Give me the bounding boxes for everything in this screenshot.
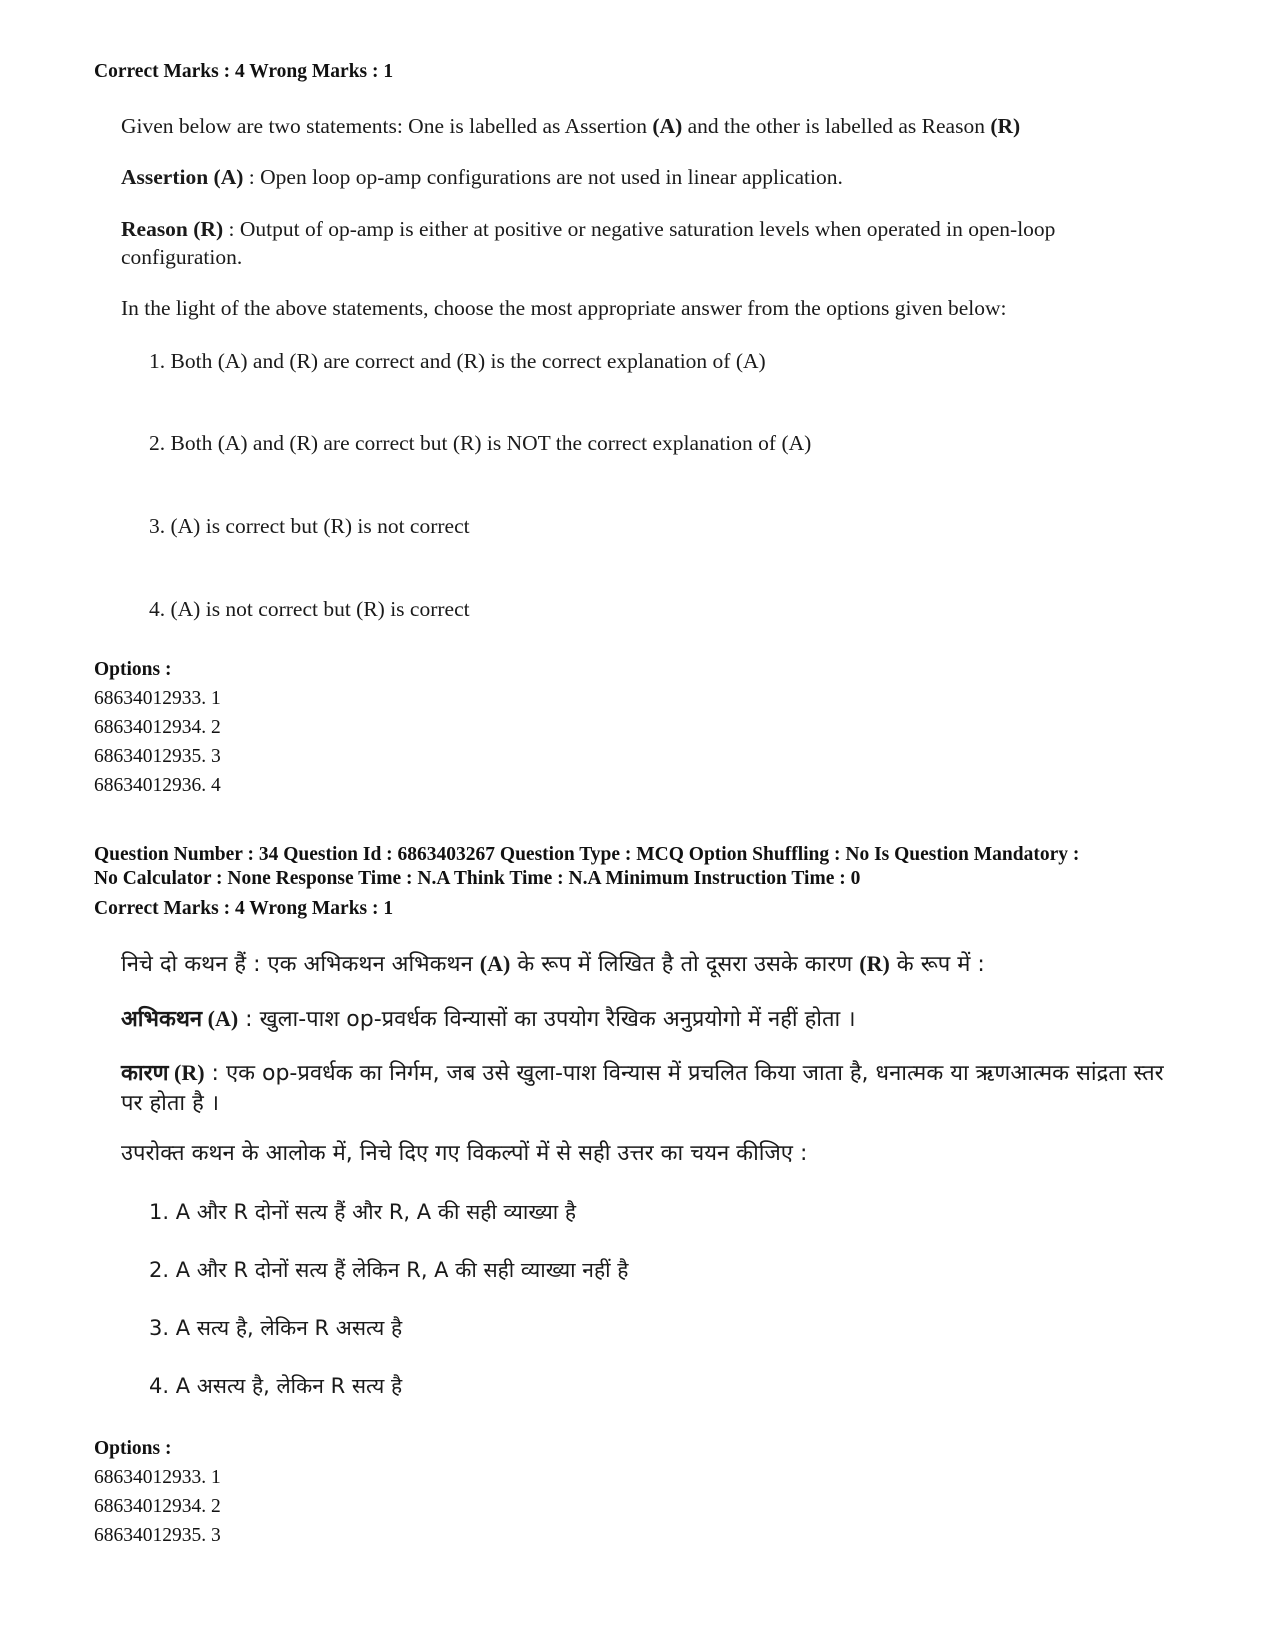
- q2-choice-4: 4. A असत्य है, लेकिन R सत्य है: [149, 1374, 403, 1398]
- q1-reason: [121, 215, 1181, 271]
- q2-intro-text-3: के रूप में :: [889, 952, 985, 977]
- q2-assertion-label: अभिकथन: [121, 1007, 203, 1032]
- q1-option-code-3: 68634012935. 3: [94, 746, 221, 767]
- q2-reason-text: : एक op-प्रवर्धक का निर्गम, जब उसे खुला-पाश विन्यास में प्रचलित किया जाता है, धनात्मक या ऋणआत्मक सांद्रता स्तर पर होता है ।: [121, 1061, 1164, 1116]
- q2-header-line2: No Calculator : None Response Time : N.A Think Time : N.A Minimum Instruction Time : 0: [94, 868, 861, 889]
- q2-marks: Correct Marks : 4 Wrong Marks : 1: [94, 898, 394, 919]
- q1-options-title: Options :: [94, 659, 172, 680]
- q1-choice-4: 4. (A) is not correct but (R) is correct: [149, 597, 470, 621]
- q2-intro-text-1: निचे दो कथन हैं : एक अभिकथन अभिकथन: [121, 952, 480, 977]
- q1-intro-text: Given below are two statements: One is labelled as Assertion: [121, 114, 653, 138]
- q1-marks: Correct Marks : 4 Wrong Marks : 1: [94, 61, 394, 82]
- q2-option-code-3: 68634012935. 3: [94, 1525, 221, 1546]
- q2-reason: [121, 1058, 1181, 1119]
- q1-assertion-text: : Open loop op-amp configurations are not used in linear application.: [243, 165, 843, 189]
- q1-assertion-label: Assertion (A): [121, 165, 244, 189]
- q2-choice-2: 2. A और R दोनों सत्य हैं लेकिन R, A की सही व्याख्या नहीं है: [149, 1258, 629, 1282]
- q1-option-code-1: 68634012933. 1: [94, 688, 221, 709]
- q2-options-title: Options :: [94, 1438, 172, 1459]
- q1-option-code-2: 68634012934. 2: [94, 717, 221, 738]
- q1-intro: [121, 112, 1181, 140]
- q2-instruction: उपरोक्त कथन के आलोक में, निचे दिए गए विकल्पों में से सही उत्तर का चयन कीजिए :: [121, 1141, 808, 1166]
- q1-choice-1: 1. Both (A) and (R) are correct and (R) is the correct explanation of (A): [149, 349, 766, 373]
- q2-choice-1: 1. A और R दोनों सत्य हैं और R, A की सही व्याख्या है: [149, 1200, 577, 1224]
- q2-reason-label: कारण: [121, 1061, 169, 1086]
- q1-choice-3: 3. (A) is correct but (R) is not correct: [149, 514, 470, 538]
- q1-option-code-4: 68634012936. 4: [94, 775, 221, 796]
- q2-intro-text-2: के रूप में लिखित है तो दूसरा उसके कारण: [510, 952, 860, 977]
- q2-assertion: [121, 1005, 1181, 1034]
- q2-reason-r: (R): [168, 1060, 205, 1085]
- q1-reason-text: : Output of op-amp is either at positive or negative saturation levels when operated in open-loop configuration.: [121, 217, 1056, 269]
- q1-instruction: In the light of the above statements, choose the most appropriate answer from the options given below:: [121, 296, 1007, 320]
- q2-header-line1: Question Number : 34 Question Id : 6863403267 Question Type : MCQ Option Shuffling : No Is Question Mandatory :: [94, 844, 1080, 865]
- q1-intro-r: (R): [990, 114, 1021, 138]
- q2-assertion-text: : खुला-पाश op-प्रवर्धक विन्यासों का उपयोग रैखिक अनुप्रयोगो में नहीं होता ।: [238, 1007, 856, 1032]
- q1-intro-mid: and the other is labelled as Reason: [682, 114, 991, 138]
- q1-choice-2: 2. Both (A) and (R) are correct but (R) is NOT the correct explanation of (A): [149, 431, 812, 455]
- q2-intro-a: (A): [479, 951, 511, 976]
- q2-option-code-2: 68634012934. 2: [94, 1496, 221, 1517]
- q1-assertion: [121, 163, 1181, 191]
- q1-reason-label: Reason (R): [121, 217, 224, 241]
- q2-option-code-1: 68634012933. 1: [94, 1467, 221, 1488]
- q2-assertion-a: (A): [202, 1006, 239, 1031]
- q2-intro-r: (R): [859, 951, 890, 976]
- q2-choice-3: 3. A सत्य है, लेकिन R असत्य है: [149, 1316, 403, 1340]
- q2-intro: [121, 950, 1181, 979]
- q1-intro-a: (A): [652, 114, 683, 138]
